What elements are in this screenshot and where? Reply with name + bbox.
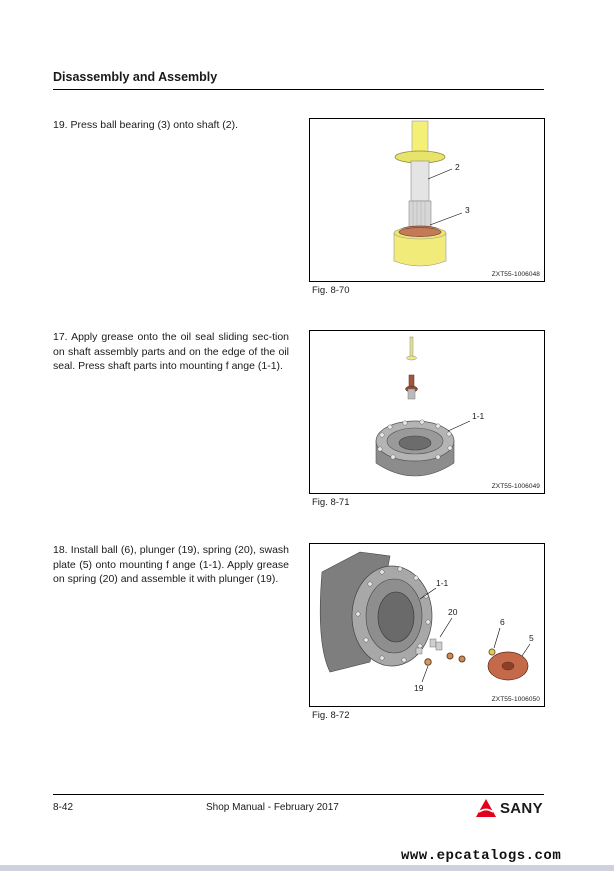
figure-caption: Fig. 8-70	[312, 285, 350, 296]
footer-title: Shop Manual - February 2017	[206, 802, 339, 813]
callout-label: 20	[448, 607, 458, 617]
page-number: 8-42	[53, 802, 74, 813]
callout-label: 6	[500, 617, 505, 627]
step-number: 17.	[53, 331, 68, 343]
bottom-band	[0, 865, 614, 871]
section-title: Disassembly and Assembly	[53, 70, 218, 84]
step-number: 19.	[53, 119, 68, 131]
figure-code: ZXT55-1006049	[491, 483, 540, 490]
flange-assembly-illustration	[310, 544, 544, 706]
callout-label: 1-1	[436, 578, 449, 588]
bearing-shaft-illustration	[310, 119, 544, 281]
step-text-17	[53, 330, 289, 374]
watermark-link[interactable]: www.epcatalogs.com	[401, 848, 562, 864]
figure-caption: Fig. 8-71	[312, 497, 350, 508]
header-rule	[53, 89, 544, 90]
sany-logo-icon	[475, 798, 497, 818]
figure-caption: Fig. 8-72	[312, 710, 350, 721]
step-number: 18.	[53, 544, 68, 556]
figure-8-70	[309, 118, 545, 282]
footer-rule	[53, 794, 544, 795]
step-text-18	[53, 543, 289, 587]
figure-code: ZXT55-1006050	[491, 696, 540, 703]
callout-label: 1-1	[472, 411, 485, 421]
step-body: Apply grease onto the oil seal sliding sec-tion on shaft assembly parts and on the edge of the oil seal. Press shaft parts into mounting f ange (1-1).	[53, 331, 289, 372]
callout-label: 3	[465, 205, 470, 215]
figure-8-72	[309, 543, 545, 707]
brand-name: SANY	[500, 799, 543, 817]
callout-label: 19	[414, 683, 424, 693]
figure-code: ZXT55-1006048	[491, 271, 540, 278]
step-body: Install ball (6), plunger (19), spring (20), swash plate (5) onto mounting f ange (1-1). Apply grease on spring (20) and assemble it with plunger (19).	[53, 544, 290, 585]
figure-8-71	[309, 330, 545, 494]
callout-label: 2	[455, 162, 460, 172]
brand-logo	[475, 798, 543, 818]
step-body: Press ball bearing (3) onto shaft (2).	[70, 119, 239, 131]
callout-label: 5	[529, 633, 534, 643]
shaft-flange-illustration	[310, 331, 544, 493]
step-text-19	[53, 118, 289, 133]
